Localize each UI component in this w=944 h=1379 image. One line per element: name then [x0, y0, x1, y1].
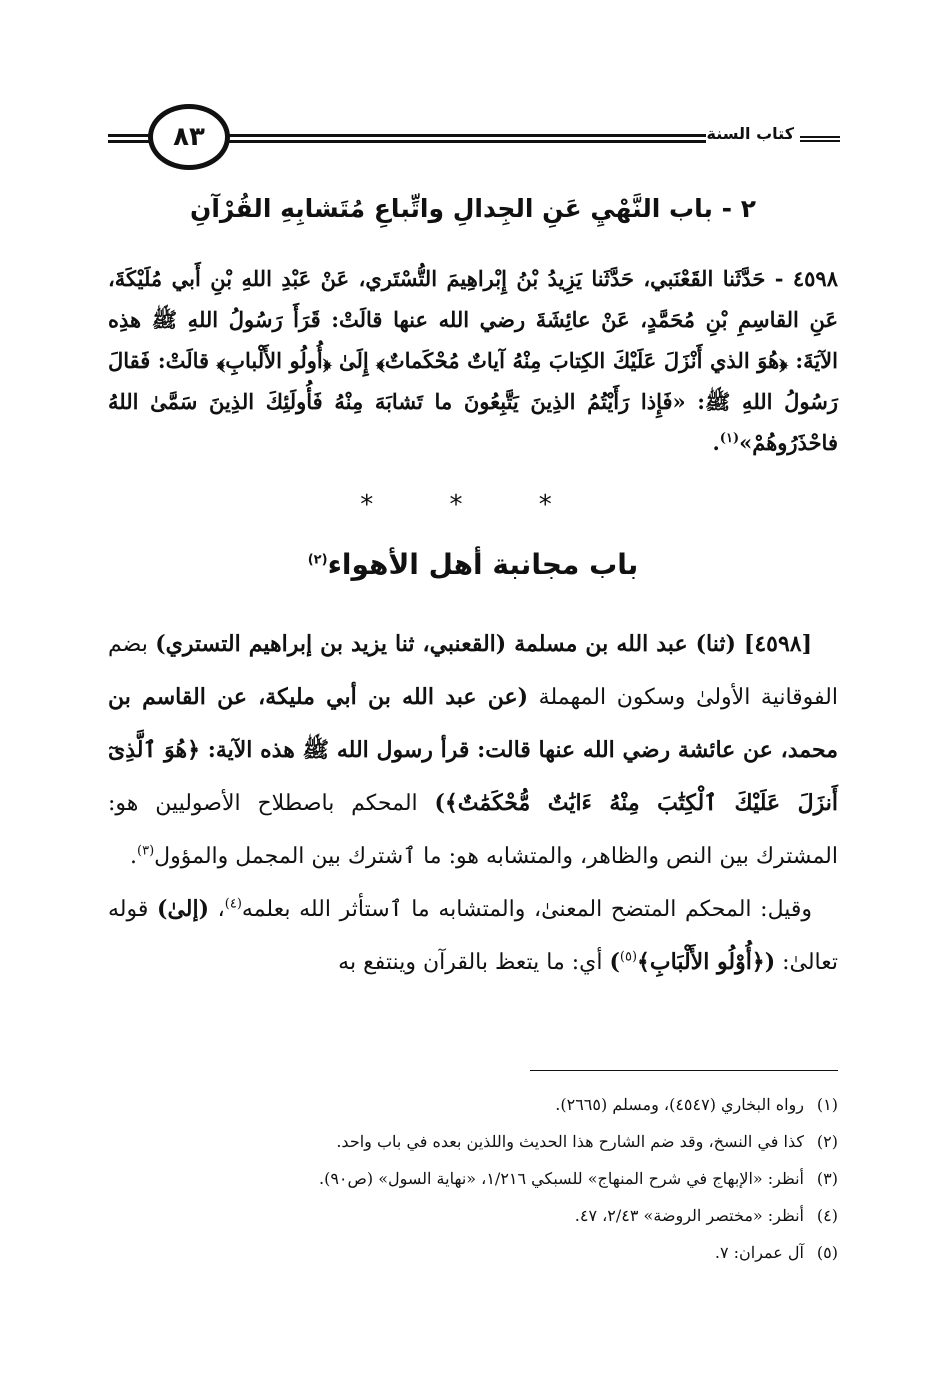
footnote-number: (٣) — [816, 1169, 838, 1188]
commentary-plain: . — [130, 844, 137, 869]
section-title — [108, 548, 838, 581]
commentary-plain: المحكم باصطلاح الأصوليين هو: المشترك بين النص والظاهر، والمتشابه هو: ما ٱشترك بين المجمل والمؤول — [108, 791, 838, 869]
header-rule-main — [228, 134, 706, 143]
footnote-number: (٤) — [816, 1206, 838, 1225]
commentary-plain: قوله تعالىٰ: — [108, 897, 838, 975]
section-title-text: باب مجانبة أهل الأهواء — [327, 548, 639, 581]
footnote-item — [108, 1123, 838, 1160]
footnote-item — [108, 1197, 838, 1234]
commentary-bold: (عن عبد الله بن أبي مليكة، عن القاسم بن محمد، عن عائشة رضي الله عنها قالت: قرأ رسول الله ﷺ هذه الآية: ﴿هُوَ ٱلَّذِىٓ أَنزَلَ عَلَيْكَ ٱلْكِتَٰبَ مِنْهُ ءَايَٰتٌ مُّحْكَمَٰتٌ﴾) — [108, 684, 838, 816]
footnote-text: أنظر: «الإبهاج في شرح المنهاج» للسبكي ١/٢١٦، «نهاية السول» (ص٩٠). — [319, 1169, 804, 1188]
section-separator: * * * — [360, 490, 586, 520]
footnote-text: رواه البخاري (٤٥٤٧)، ومسلم (٢٦٦٥). — [555, 1095, 804, 1114]
footnote-item — [108, 1234, 838, 1271]
footnote-item — [108, 1160, 838, 1197]
footnote-ref-5: (٥) — [619, 949, 638, 965]
running-title: كتاب السنة — [706, 124, 794, 143]
commentary-bold: [٤٥٩٨] (ثنا) عبد الله بن مسلمة (القعنبي، ثنا يزيد بن إبراهيم التستري) — [155, 631, 813, 657]
footnote-ref-4: (٤) — [224, 896, 242, 912]
commentary-paragraph-2 — [108, 883, 838, 989]
footnote-ref-1: (١) — [719, 431, 740, 446]
footnote-number: (٢) — [816, 1132, 838, 1151]
commentary-bold: (﴿أُوْلُو الأَلْبَابِ﴾ — [637, 949, 776, 975]
commentary-plain: وقيل: المحكم المتضح المعنىٰ، والمتشابه ما ٱستأثر الله بعلمه — [241, 897, 813, 922]
running-header — [108, 100, 840, 176]
header-rule-left — [108, 134, 150, 143]
footnote-item — [108, 1086, 838, 1123]
footnote-ref-2: (٢) — [307, 552, 328, 568]
commentary-bold: (إلىٰ) — [157, 896, 210, 922]
chapter-title: ٢ - باب النَّهْيِ عَنِ الجِدالِ واتِّباعِ مُتَشابِهِ القُرْآنِ — [189, 194, 756, 223]
footnote-number: (١) — [816, 1095, 838, 1114]
commentary-plain: بضم الفوقانية الأولىٰ وسكون المهملة — [108, 632, 838, 710]
footnote-ref-3: (٣) — [137, 843, 155, 859]
commentary-bold: ) — [609, 949, 620, 975]
commentary-plain: أي: ما يتعظ بالقرآن وينتفع به — [338, 950, 610, 975]
footnote-text: أنظر: «مختصر الروضة» ٢/٤٣، ٤٧. — [574, 1206, 804, 1225]
footnote-divider — [530, 1070, 838, 1071]
page-number-badge — [148, 104, 230, 170]
commentary-plain: ، — [209, 897, 225, 922]
footnote-number: (٥) — [816, 1243, 838, 1262]
footnote-text: آل عمران: ٧. — [714, 1243, 804, 1262]
hadith-text — [108, 258, 838, 463]
footnote-text: كذا في النسخ، وقد ضم الشارح هذا الحديث واللذين بعده في باب واحد. — [336, 1132, 804, 1151]
header-rule-right — [800, 136, 840, 142]
commentary-paragraph-1 — [108, 618, 838, 883]
commentary — [108, 618, 838, 989]
footnotes — [108, 1086, 838, 1271]
hadith-body: ٤٥٩٨ - حَدَّثَنا القَعْنَبي، حَدَّثَنا يَزِيدُ بْنُ إِبْراهِيمَ التُّسْتَري، عَنْ عَبْدِ اللهِ بْنِ أَبي مُلَيْكَةَ، عَنِ القاسِمِ بْنِ مُحَمَّدٍ، عَنْ عائِشَةَ رضي الله عنها قالَتْ: قَرَأَ رَسُولُ اللهِ ﷺ هذِه الآيَةَ: ﴿هُوَ الذي أَنْزَلَ عَلَيْكَ الكِتابَ مِنْهُ آياتٌ مُحْكَماتٌ﴾ إِلَىٰ ﴿أُولُو الأَلْبابِ﴾ قالَتْ: فَقالَ رَسُولُ اللهِ ﷺ: «فَإِذا رَأَيْتُمُ الذِينَ يَتَّبِعُونَ ما تَشابَهَ مِنْهُ فَأُولَئِكَ الذِينَ سَمَّىٰ اللهُ فاحْذَرُوهُمْ» — [108, 266, 838, 455]
hadith-end: . — [712, 430, 720, 455]
page-number: ٨٣ — [173, 122, 205, 152]
